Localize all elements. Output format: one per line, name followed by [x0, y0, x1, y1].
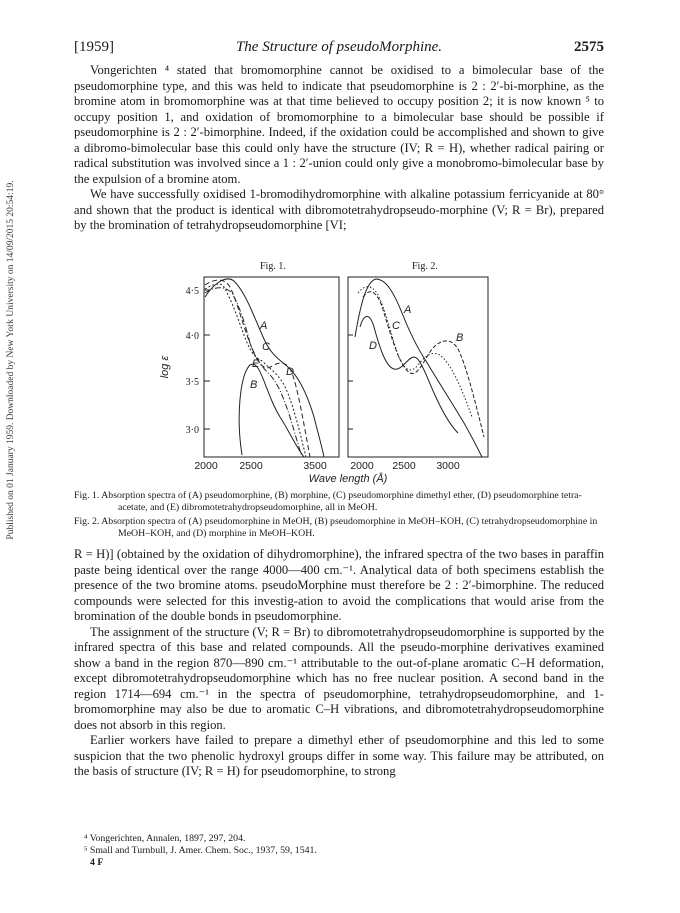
footnotes: [84, 833, 584, 869]
body-text-top: [74, 63, 604, 234]
paragraph-2: We have successfully oxidised 1-bromodihydromorphine with alkaline potassium ferricyanide at 80° and shown that the product is identical with dibromotetrahydropseudo-morphine (V; R = Br), prepared by the bromination of tetrahydropseudomorphine [VI;: [74, 187, 604, 232]
y-axis-label: log ε: [159, 355, 171, 379]
header-title: The Structure of pseudoMorphine.: [235, 39, 443, 55]
fig2-curve-label: D: [369, 340, 377, 352]
running-header: [74, 39, 604, 57]
fig1-curve-label: C: [262, 341, 270, 353]
page-number: 2575: [574, 39, 604, 55]
signature-mark: 4 F: [90, 857, 104, 868]
spectra-plot: [74, 257, 604, 487]
download-watermark: [4, 140, 18, 580]
y-tick-label: 4·0: [185, 331, 199, 342]
fig1-label: Fig. 1.: [260, 261, 286, 272]
header-year: [1959]: [74, 39, 114, 55]
fig2-label: Fig. 2.: [412, 261, 438, 272]
y-tick-label: 3·0: [185, 425, 199, 436]
footnote-4: ⁴ Vongerichten, Annalen, 1897, 297, 204.: [84, 833, 246, 844]
paragraph-5: Earlier workers have failed to prepare a dimethyl ether of pseudomorphine and this led to some suspicion that the two phenolic hydroxyl groups differ in some way. This failure may be attributed, on the basis of structure (IV; R = H) for pseudomorphine, to strong: [74, 733, 604, 778]
footnote-5: ⁵ Small and Turnbull, J. Amer. Chem. Soc., 1937, 59, 1541.: [84, 845, 317, 856]
paragraph-3: R = H)] (obtained by the oxidation of dihydromorphine), the infrared spectra of the two bases in paraffin paste being identical over the range 4000—400 cm.⁻¹. Analytical data of both specimens establish the presence of the two bromine atoms. pseudoMorphine must therefore be 2 : 2′-bimorphine. The reduced compounds were selected for this investig-ation to avoid the complications that would arise from the bromination of the double bonds in pseudomorphine.: [74, 547, 604, 623]
fig2-curve-label: B: [456, 332, 464, 344]
fig1-curve-a: [205, 279, 324, 457]
x-tick-label: 2500: [239, 460, 263, 472]
fig2-curve-label: C: [392, 320, 400, 332]
y-tick-label: 4·5: [185, 286, 199, 297]
fig2-frame: [348, 277, 488, 457]
figure-spectra: [74, 257, 604, 487]
body-text-bottom: [74, 547, 604, 780]
fig1-curve-label: D: [286, 366, 294, 378]
figure-1-caption: Fig. 1. Absorption spectra of (A) pseudomorphine, (B) morphine, (C) pseudomorphine dimethyl ether, (D) pseudomorphine tetra-acetate, and (E) dibromotetrahydropseudomorphine, all in MeOH.: [74, 490, 582, 513]
figure-captions: [74, 490, 604, 542]
figure-2-caption: Fig. 2. Absorption spectra of (A) pseudomorphine in MeOH, (B) pseudomorphine in MeOH–KOH, (C) tetrahydropseudomorphine in MeOH–KOH, and (D) morphine in MeOH–KOH.: [74, 516, 598, 539]
y-tick-label: 3·5: [185, 377, 199, 388]
fig1-curve-label: B: [250, 379, 258, 391]
fig1-curve-label: A: [260, 320, 268, 332]
x-tick-label: 2000: [194, 460, 218, 472]
x-tick-label: 2000: [350, 460, 374, 472]
watermark-text: Published on 01 January 1959. Downloaded by New York University on 14/09/2015 20:54:19.: [6, 180, 16, 540]
x-tick-label: 3500: [303, 460, 327, 472]
fig2-curve-d: [360, 317, 458, 434]
x-axis-label: Wave length (Å): [308, 473, 388, 485]
fig1-curve-label: E: [252, 358, 260, 370]
x-tick-label: 3000: [436, 460, 460, 472]
fig2-curve-b: [363, 292, 484, 437]
paragraph-4: The assignment of the structure (V; R = Br) to dibromotetrahydropseudomorphine is supported by the infrared spectra of this base and related compounds. All the pseudo-morphine derivatives examined show a band in the region 870—890 cm.⁻¹ attributable to the out-of-plane aromatic C–H deformation, except dibromotetrahydropseudomorphine which has no free nuclear position. A second band in the region 1714—694 cm.⁻¹ in the spectra of pseudomorphine, tetrahydropseudomorphine, and 1-bromomorphine may also be due to aromatic C–H vibrations, and dibromotetrahydropseudomorphine does not absorb in this region.: [74, 624, 604, 732]
x-tick-label: 2500: [392, 460, 416, 472]
paragraph-1: Vongerichten ⁴ stated that bromomorphine cannot be oxidised to a bimolecular base of the pseudomorphine type, and this was held to indicate that pseudomorphine is 2 : 2′-bi-morphine, as the bromine atom in bromomorphine was at that time believed to occupy position 2; it is now known ⁵ to occupy position 1, and oxidation of bromomorphine to a bimolecular base should be possible if pseudomorphine is 2 : 2′-bimorphine. Indeed, if the oxidation could be accomplished and shown to give a dibromo-bimolecular base this could only have the structure (IV; R = H), whether radical pairing or radical substitution was involved since a 1 : 2′-union could only give a monobromo-bimolecular base by the expulsion of a bromine atom.: [74, 63, 604, 186]
fig2-curve-label: A: [404, 304, 412, 316]
fig2-curve-a: [355, 279, 482, 457]
